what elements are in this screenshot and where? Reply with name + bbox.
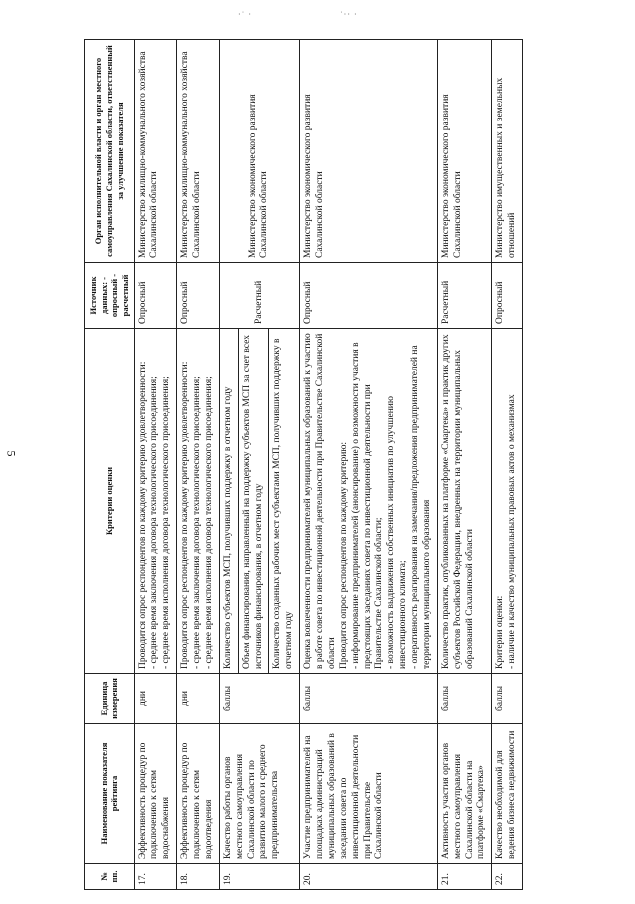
row-name: Качество работы органов местного самоуправления Сахалинской области по развитию малого и среднего предпринимательства bbox=[219, 724, 299, 864]
rotated-table-container bbox=[84, 40, 604, 890]
row-source: Опросный bbox=[300, 263, 438, 329]
header-num: № пп. bbox=[85, 864, 135, 890]
criteria-line: Оценка вовлеченности предпринимателей муниципальных образований к участию в работе совета по инвестиционной деятельности при Правительстве Сахалинской области bbox=[303, 333, 337, 669]
criteria-line: - оперативность реагирования на замечания/предложения предпринимателей на территории муниципального образования bbox=[410, 345, 432, 669]
row-unit: баллы bbox=[300, 674, 438, 724]
criteria-part: Количество субъектов МСП, получивших поддержку в отчетном году bbox=[222, 386, 233, 669]
row-source: Опросный bbox=[492, 263, 523, 329]
row-num: 19. bbox=[219, 864, 299, 890]
header-source: Источник данных: - опросный - расчетный bbox=[85, 263, 135, 329]
criteria-line: - среднее время исполнения договора технологического присоединения; bbox=[203, 376, 214, 669]
criteria-line: - информирование предпринимателей (анонсирование) о возможности участия в предстоящих заседаниях совета по инвестиционной деятельности при Правительстве Сахалинской области; bbox=[350, 342, 385, 669]
criteria-part: Количество созданных рабочих мест субъектами МСП, получивших поддержку в отчетном году bbox=[268, 329, 299, 673]
header-name: Наименование показателя рейтинга bbox=[85, 724, 135, 864]
row-name: Участие предпринимателей на площадках администраций муниципальных образований в заседании совета по инвестиционной деятельности при Правительстве Сахалинской области bbox=[300, 724, 438, 864]
header-criteria: Критерии оценки bbox=[85, 329, 135, 674]
row-unit: дни bbox=[134, 674, 177, 724]
row-source: Расчетный bbox=[437, 263, 492, 329]
row-num: 22. bbox=[492, 864, 523, 890]
row-org: Министерство имущественных и земельных отношений bbox=[492, 40, 523, 263]
row-unit: баллы bbox=[219, 674, 299, 724]
row-criteria bbox=[437, 329, 492, 674]
table-row bbox=[437, 40, 492, 890]
criteria-line: Проводится опрос респондентов по каждому критерию: bbox=[338, 441, 349, 669]
table-row bbox=[300, 40, 438, 890]
criteria-line: Проводится опрос респондентов по каждому критерию удовлетворенности: bbox=[137, 361, 148, 669]
criteria-line: - среднее время исполнения договора технологического присоединения; bbox=[161, 376, 172, 669]
table-row bbox=[177, 40, 220, 890]
criteria-line: Количество практик, опубликованных на платформе «Смартека» и практик других субъектов Российской Федерации, внедренных на территории муниципальных образований Сахалинской области bbox=[440, 334, 475, 669]
header-unit: Единица измерения bbox=[85, 674, 135, 724]
row-num: 17. bbox=[134, 864, 177, 890]
row-name: Эффективность процедур по подключению к сетям водоотведения bbox=[177, 724, 220, 864]
row-org: Министерство экономического развития Сахалинской области bbox=[300, 40, 438, 263]
page-number: 5 bbox=[4, 450, 19, 457]
criteria-line: Проводится опрос респондентов по каждому критерию удовлетворенности: bbox=[180, 361, 191, 669]
row-criteria bbox=[492, 329, 523, 674]
row-name: Активность участия органов местного самоуправления Сахалинской области на платформе «Смартека» bbox=[437, 724, 492, 864]
row-name: Эффективность процедур по подключению к сетям водоснабжения bbox=[134, 724, 177, 864]
row-source: Расчетный bbox=[219, 263, 299, 329]
row-unit: дни bbox=[177, 674, 220, 724]
criteria-line: - наличие и качество муниципальных правовых актов о механизмах bbox=[507, 394, 518, 669]
row-source: Опросный bbox=[177, 263, 220, 329]
row-criteria bbox=[219, 329, 299, 674]
row-org: Министерство экономического развития Сахалинской области bbox=[437, 40, 492, 263]
row-criteria bbox=[134, 329, 177, 674]
row-criteria bbox=[300, 329, 438, 674]
row-num: 21. bbox=[437, 864, 492, 890]
row-criteria bbox=[177, 329, 220, 674]
scan-artifact: ˙·· · bbox=[340, 10, 358, 19]
table-row bbox=[219, 40, 299, 890]
rating-table bbox=[84, 39, 523, 890]
scan-artifact: ·˙ · bbox=[238, 10, 252, 19]
table-header-row bbox=[85, 40, 135, 890]
row-name: Качество необходимой для ведения бизнеса недвижимости bbox=[492, 724, 523, 864]
row-num: 18. bbox=[177, 864, 220, 890]
row-org: Министерство жилищно-коммунального хозяйства Сахалинской области bbox=[134, 40, 177, 263]
row-num: 20. bbox=[300, 864, 438, 890]
row-org: Министерство жилищно-коммунального хозяйства Сахалинской области bbox=[177, 40, 220, 263]
row-source: Опросный bbox=[134, 263, 177, 329]
row-unit: баллы bbox=[437, 674, 492, 724]
table-row bbox=[134, 40, 177, 890]
row-unit: баллы bbox=[492, 674, 523, 724]
criteria-line: - среднее время заключения договора технологического присоединения; bbox=[149, 376, 160, 669]
criteria-part: Объем финансирования, направленный на поддержку субъектов МСП за счет всех источников финансирования, в отчетном году bbox=[238, 329, 269, 673]
header-org: Орган исполнительной власти и орган местного самоуправления Сахалинской области, ответственный за улучшение показателя bbox=[85, 40, 135, 263]
table-row bbox=[492, 40, 523, 890]
criteria-line: - возможность выдвижения собственных инициатив по улучшению инвестиционного климата; bbox=[386, 396, 409, 669]
criteria-line: - среднее время заключения договора технологического присоединения; bbox=[192, 376, 202, 669]
row-org: Министерство экономического развития Сахалинской области bbox=[219, 40, 299, 263]
criteria-line: Критерии оценки: bbox=[495, 595, 506, 669]
